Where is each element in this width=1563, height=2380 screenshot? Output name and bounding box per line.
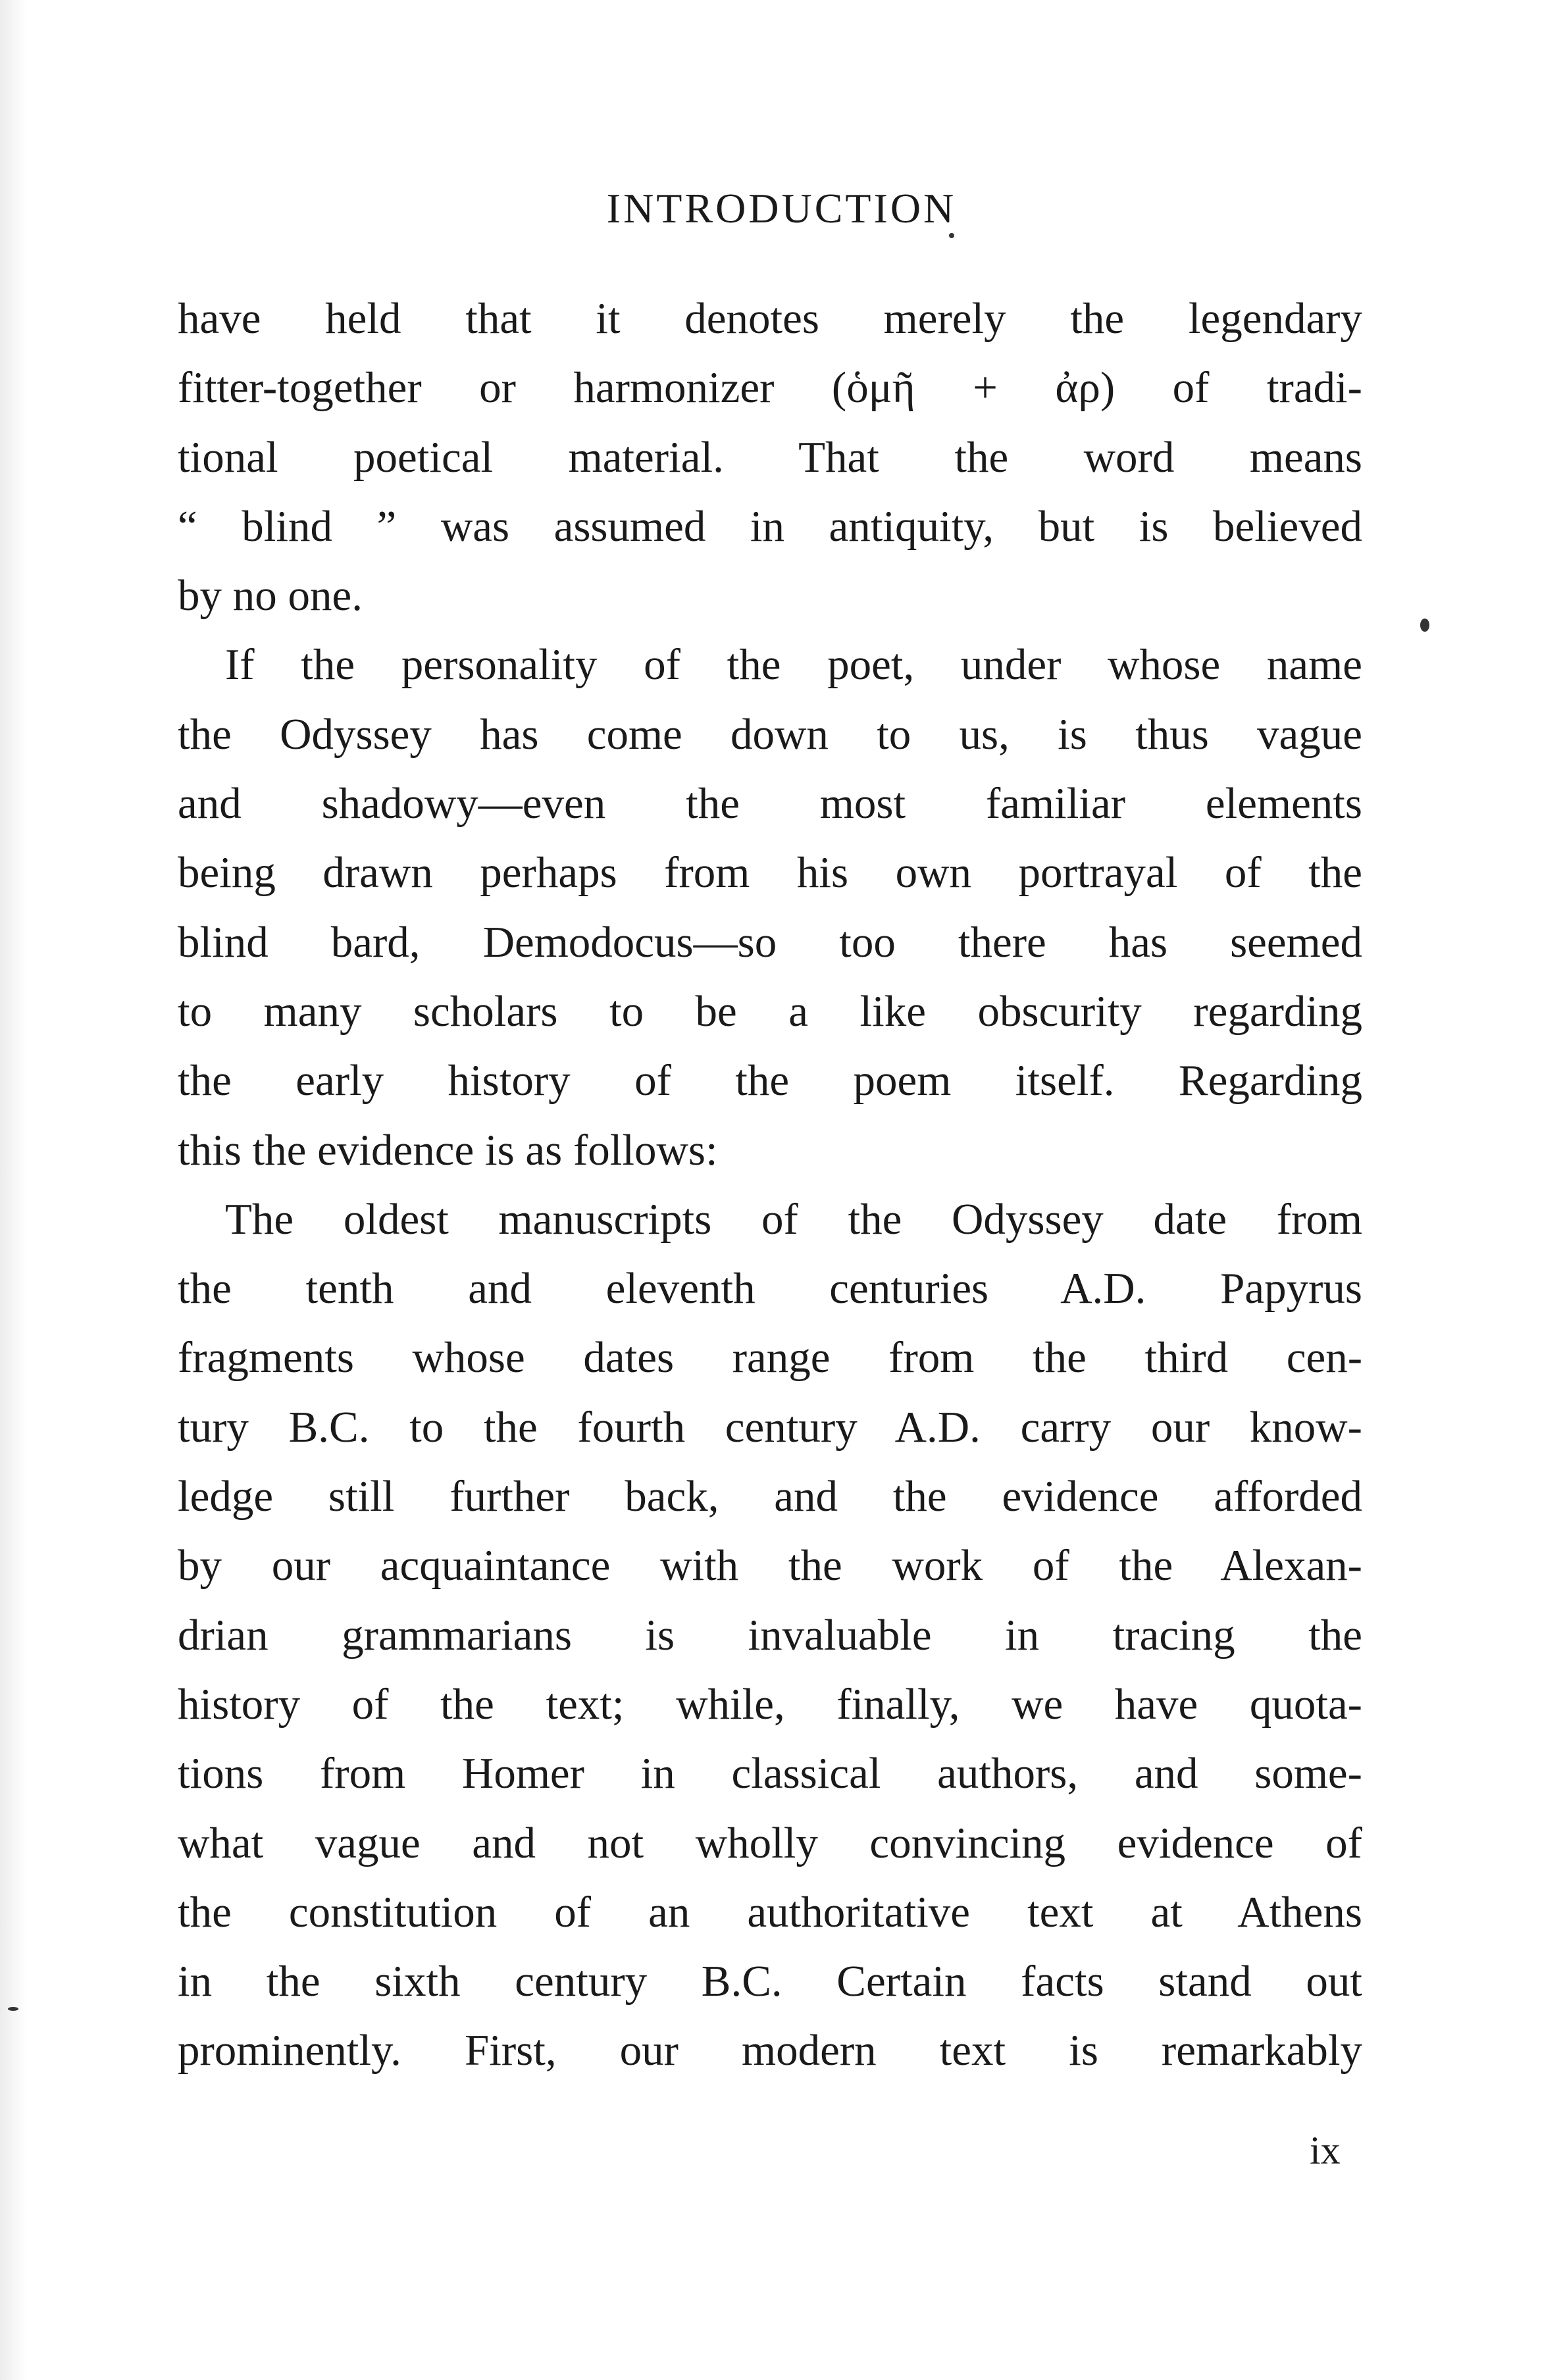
text-line: history of the text; while, finally, we have quota- — [178, 1679, 1362, 1729]
text-line: by our acquaintance with the work of the Alexan- — [178, 1541, 1362, 1590]
text-line: prominently. First, our modern text is remarkably — [178, 2026, 1362, 2075]
ink-speck — [1420, 619, 1429, 632]
text-line: If the personality of the poet, under whose name — [225, 640, 1362, 690]
text-line: fitter-together or harmonizer (ὁμῆ + ἀρ) of tradi- — [178, 363, 1362, 413]
text-line: tional poetical material. That the word means — [178, 432, 1362, 482]
body-text — [178, 284, 1362, 2086]
text-line: fragments whose dates range from the third cen- — [178, 1333, 1362, 1382]
text-line: by no one. — [178, 571, 363, 620]
text-line: to many scholars to be a like obscurity regarding — [178, 986, 1362, 1036]
text-line: “ blind ” was assumed in antiquity, but is believed — [178, 501, 1362, 551]
text-line: blind bard, Demodocus—so too there has seemed — [178, 917, 1362, 967]
text-line: drian grammarians is invaluable in tracing the — [178, 1610, 1362, 1659]
text-line: what vague and not wholly convincing evidence of — [178, 1818, 1362, 1867]
text-line: ledge still further back, and the evidence afforded — [178, 1472, 1362, 1521]
running-head: INTRODUCTION — [606, 185, 957, 232]
text-line: the tenth and eleventh centuries A.D. Papyrus — [178, 1264, 1362, 1313]
text-line: the early history of the poem itself. Regarding — [178, 1056, 1362, 1105]
text-line: tury B.C. to the fourth century A.D. carry our know- — [178, 1402, 1362, 1452]
text-line: the Odyssey has come down to us, is thus vague — [178, 709, 1362, 759]
text-line: in the sixth century B.C. Certain facts stand out — [178, 1957, 1362, 2006]
text-line: the constitution of an authoritative text at Athens — [178, 1887, 1362, 1937]
text-line: The oldest manuscripts of the Odyssey date from — [225, 1194, 1362, 1244]
text-line: have held that it denotes merely the legendary — [178, 294, 1362, 343]
text-line: this the evidence is as follows: — [178, 1125, 718, 1175]
scan-edge-shadow — [0, 0, 26, 2380]
ink-speck — [8, 2007, 18, 2011]
text-line: being drawn perhaps from his own portrayal of the — [178, 848, 1362, 898]
text-line: tions from Homer in classical authors, and some- — [178, 1749, 1362, 1798]
page-number: ix — [1310, 2129, 1341, 2172]
ink-speck — [949, 233, 954, 238]
text-line: and shadowy—even the most familiar elements — [178, 779, 1362, 828]
